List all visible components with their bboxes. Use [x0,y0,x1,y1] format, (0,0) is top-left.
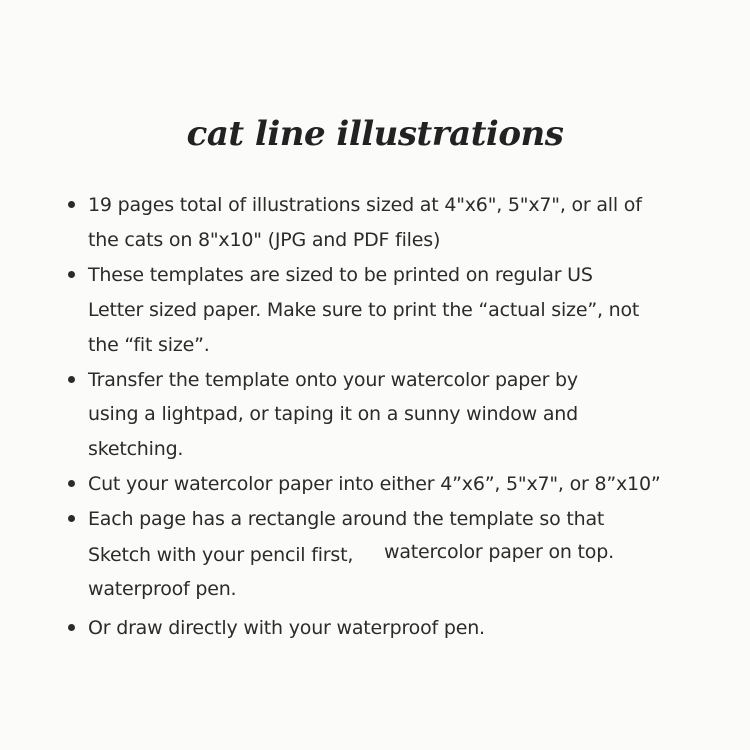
list-item-text: These templates are sized to be printed on regular US [88,264,593,286]
list-item-text: watercolor paper on top. [384,541,614,563]
bullet-icon [68,624,75,631]
bullet-icon [68,480,75,487]
list-item-text: the cats on 8"x10" (JPG and PDF files) [88,229,441,251]
list-item-text: Transfer the template onto your watercolor paper by [88,369,578,391]
list-item-text: waterproof pen. [88,578,237,600]
list-item-text: Sketch with your pencil first, [88,544,354,566]
list-item-text: the “fit size”. [88,334,210,356]
bullet-icon [68,201,75,208]
list-item-text: 19 pages total of illustrations sized at 4"x6", 5"x7", or all of [88,194,642,216]
list-item-text: sketching. [88,438,184,460]
bullet-icon [68,515,75,522]
list-item-text: Each page has a rectangle around the template so that [88,508,605,530]
list-item-text: using a lightpad, or taping it on a sunny window and [88,403,578,425]
list-item-text: Or draw directly with your waterproof pen. [88,617,485,639]
page-title: cat line illustrations [186,114,564,154]
bullet-icon [68,376,75,383]
list-item-text: Letter sized paper. Make sure to print the “actual size”, not [88,299,640,321]
list-item-text: Cut your watercolor paper into either 4”x6”, 5"x7", or 8”x10” [88,473,661,495]
bullet-icon [68,271,75,278]
